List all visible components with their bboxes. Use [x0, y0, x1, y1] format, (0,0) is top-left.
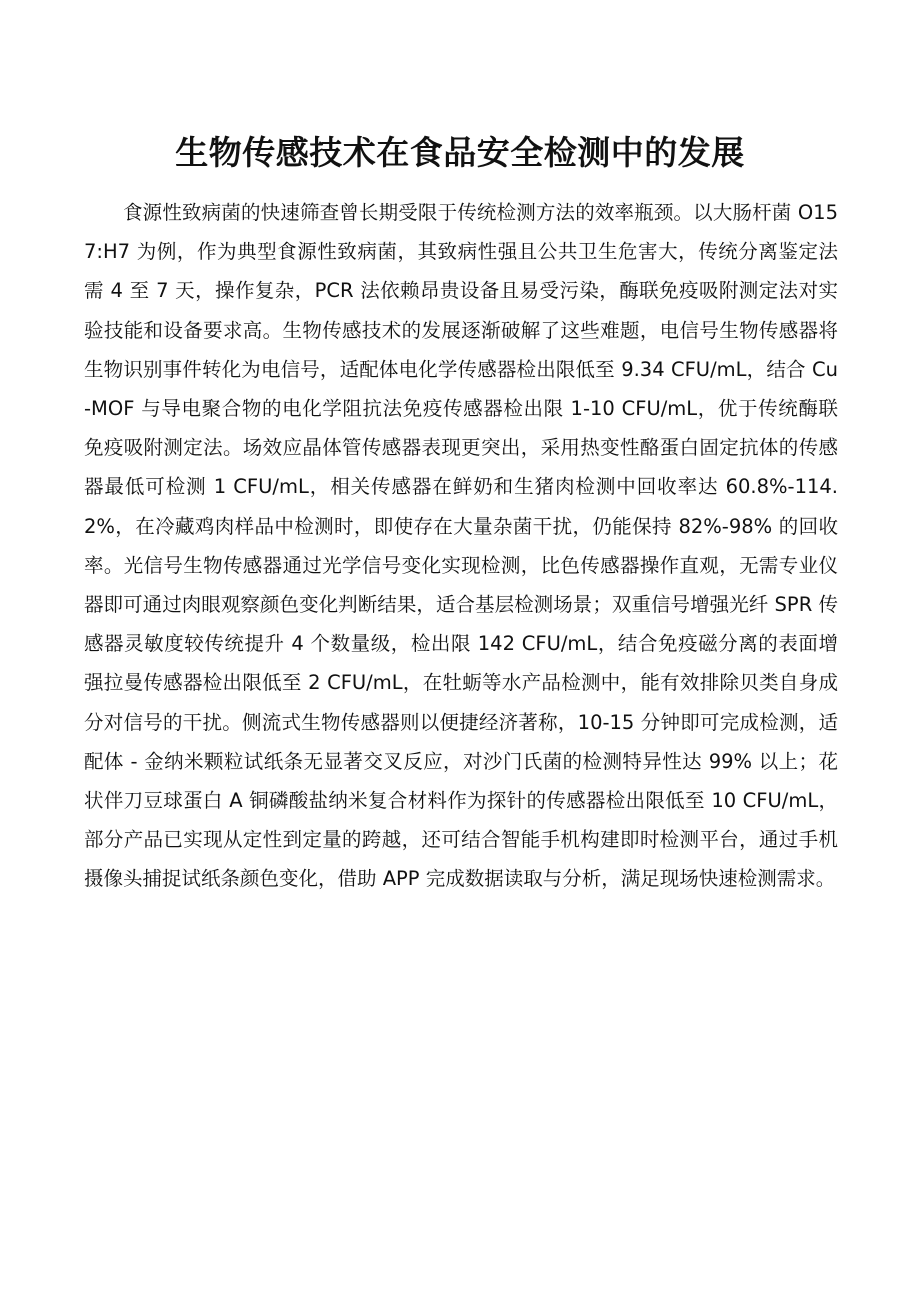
body-paragraph: 食源性致病菌的快速筛查曾长期受限于传统检测方法的效率瓶颈。以大肠杆菌 O157:H7 为例，作为典型食源性致病菌，其致病性强且公共卫生危害大，传统分离鉴定法需 4 至 7 天，操作复杂，PCR 法依赖昂贵设备且易受污染，酶联免疫吸附测定法对实验技能和设备要求高。生物传感技术的发展逐渐破解了这些难题，电信号生物传感器将生物识别事件转化为电信号，适配体电化学传感器检出限低至 9.34 CFU/mL，结合 Cu-MOF 与导电聚合物的电化学阻抗法免疫传感器检出限 1-10 CFU/mL，优于传统酶联免疫吸附测定法。场效应晶体管传感器表现更突出，采用热变性酪蛋白固定抗体的传感器最低可检测 1 CFU/mL，相关传感器在鲜奶和生猪肉检测中回收率达 60.8%-114.2%，在冷藏鸡肉样品中检测时，即使存在大量杂菌干扰，仍能保持 82%-98% 的回收率。光信号生物传感器通过光学信号变化实现检测，比色传感器操作直观，无需专业仪器即可通过肉眼观察颜色变化判断结果，适合基层检测场景；双重信号增强光纤 SPR 传感器灵敏度较传统提升 4 个数量级，检出限 142 CFU/mL，结合免疫磁分离的表面增强拉曼传感器检出限低至 2 CFU/mL，在牡蛎等水产品检测中，能有效排除贝类自身成分对信号的干扰。侧流式生物传感器则以便捷经济著称，10-15 分钟即可完成检测，适配体 - 金纳米颗粒试纸条无显著交叉反应，对沙门氏菌的检测特异性达 99% 以上；花状伴刀豆球蛋白 A 铜磷酸盐纳米复合材料作为探针的传感器检出限低至 10 CFU/mL，部分产品已实现从定性到定量的跨越，还可结合智能手机构建即时检测平台，通过手机摄像头捕捉试纸条颜色变化，借助 APP 完成数据读取与分析，满足现场快速检测需求。 — [84, 201, 838, 891]
document-title: 生物传感技术在食品安全检测中的发展 — [175, 133, 745, 172]
